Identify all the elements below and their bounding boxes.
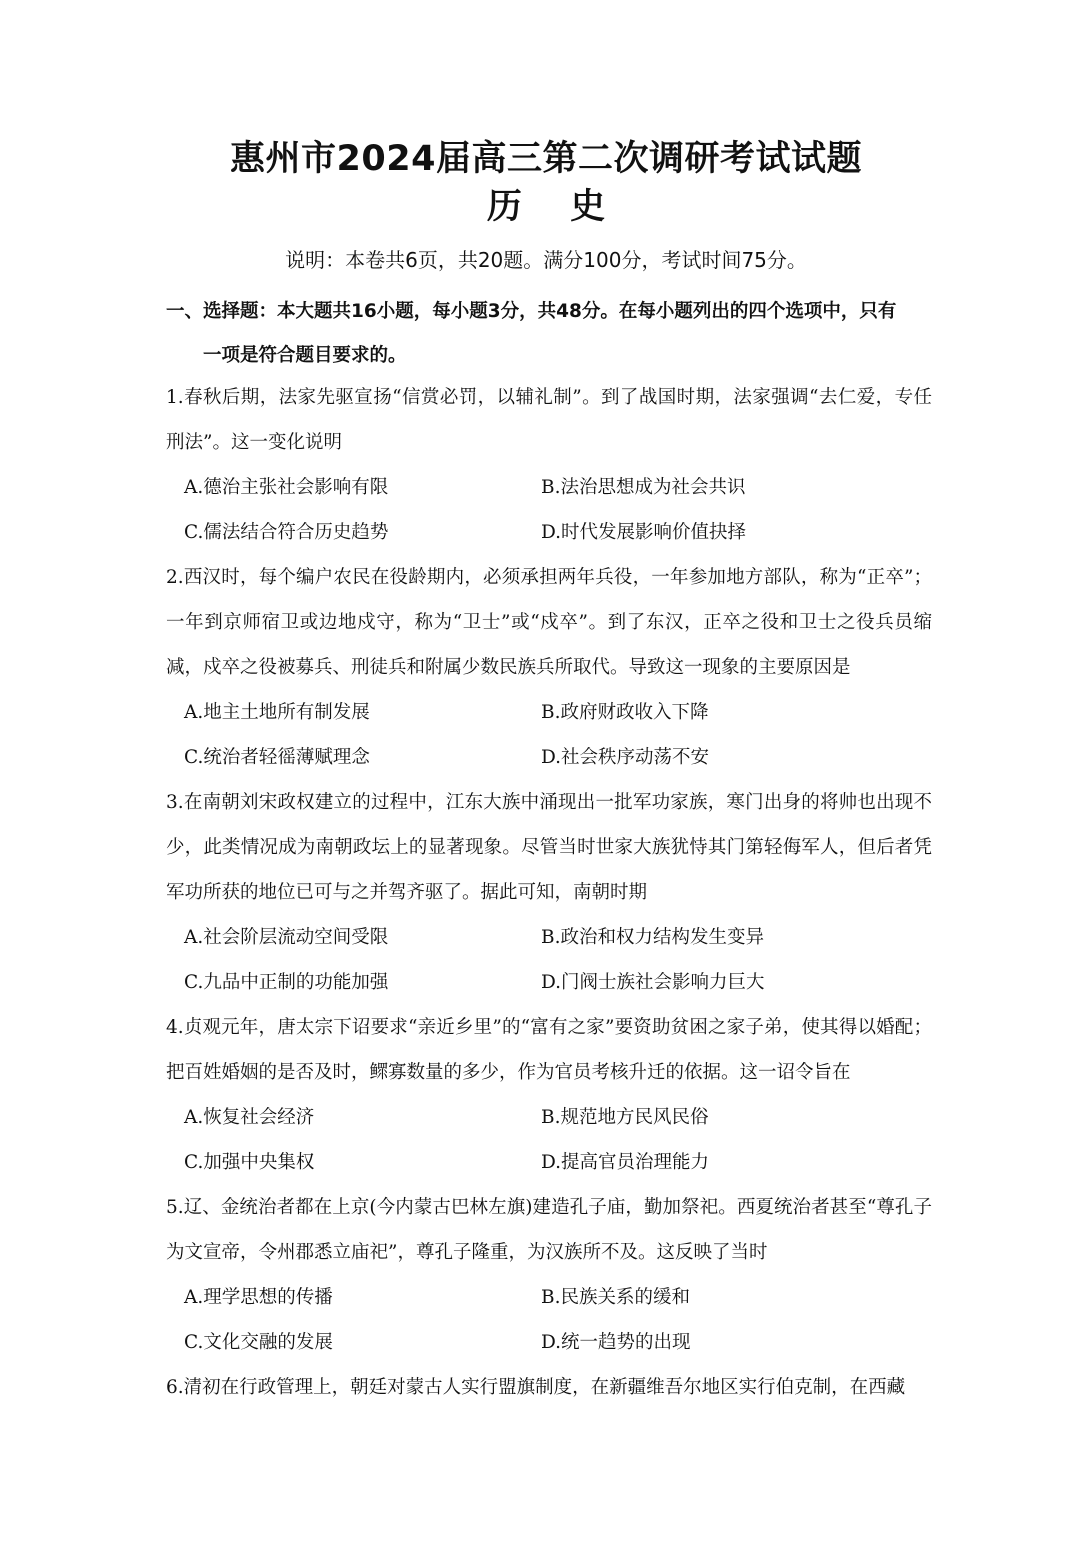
option-a: A.恢复社会经济 [184,1107,315,1128]
option-row [166,915,932,960]
question-stem: 4.贞观元年，唐太宗下诏要求“亲近乡里”的“富有之家”要资助贫困之家子弟，使其得以婚配；把百姓婚姻的是否及时，鳏寡数量的多少，作为官员考核升迁的依据。这一诏令旨在 [166,1017,932,1083]
question-stem: 2.西汉时，每个编户农民在役龄期内，必须承担两年兵役，一年参加地方部队，称为“正卒”；一年到京师宿卫或边地戍守，称为“卫士”或“戍卒”。到了东汉，正卒之役和卫士之役兵员缩减，戍卒之役被募兵、刑徒兵和附属少数民族兵所取代。导致这一现象的主要原因是 [166,567,932,678]
option-d: D.提高官员治理能力 [541,1152,710,1173]
question-4 [166,1005,932,1185]
option-b: B.政府财政收入下降 [541,702,709,723]
option-row [166,690,932,735]
option-c: C.文化交融的发展 [184,1332,333,1353]
option-c: C.儒法结合符合历史趋势 [184,522,389,543]
option-row [166,1140,932,1185]
option-row [166,465,932,510]
option-c: C.统治者轻徭薄赋理念 [184,747,370,768]
option-b: B.规范地方民风民俗 [541,1107,709,1128]
question-stem: 5.辽、金统治者都在上京(今内蒙古巴林左旗)建造孔子庙，勤加祭祀。西夏统治者甚至“尊孔子为文宣帝，令州郡悉立庙祀”，尊孔子隆重，为汉族所不及。这反映了当时 [166,1197,932,1263]
question-list [166,375,932,1410]
question-stem: 3.在南朝刘宋政权建立的过程中，江东大族中涌现出一批军功家族，寒门出身的将帅也出现不少，此类情况成为南朝政坛上的显著现象。尽管当时世家大族犹恃其门第轻侮军人，但后者凭军功所获的地位已可与之并驾齐驱了。据此可知，南朝时期 [166,792,932,903]
option-a: A.社会阶层流动空间受限 [184,927,389,948]
option-a: A.地主土地所有制发展 [184,702,370,723]
option-d: D.时代发展影响价值抉择 [541,522,747,543]
question-stem: 6.清初在行政管理上，朝廷对蒙古人实行盟旗制度，在新疆维吾尔地区实行伯克制，在西藏 [166,1377,906,1398]
option-b: B.法治思想成为社会共识 [541,477,746,498]
option-b: B.民族关系的缓和 [541,1287,690,1308]
question-1 [166,375,932,555]
section-heading-line2: 一项是符合题目要求的。 [203,345,407,366]
option-row [166,510,932,555]
exam-title: 惠州市2024届高三第二次调研考试试题 [230,139,862,179]
option-d: D.社会秩序动荡不安 [541,747,710,768]
option-d: D.门阀士族社会影响力巨大 [541,972,765,993]
option-row [166,1275,932,1320]
section-heading-line1: 一、选择题：本大题共16小题，每小题3分，共48分。在每小题列出的四个选项中，只有 [166,301,897,322]
option-row [166,1095,932,1140]
question-5 [166,1185,932,1365]
section-heading [166,290,932,378]
option-a: A.理学思想的传播 [184,1287,333,1308]
question-6 [166,1365,932,1410]
option-c: C.九品中正制的功能加强 [184,972,389,993]
option-a: A.德治主张社会影响有限 [184,477,389,498]
option-row [166,735,932,780]
option-row [166,1320,932,1365]
exam-instructions: 说明：本卷共6页，共20题。满分100分，考试时间75分。 [285,248,807,272]
option-c: C.加强中央集权 [184,1152,315,1173]
option-row [166,960,932,1005]
question-3 [166,780,932,1005]
subject-title: 历 史 [486,187,624,227]
option-b: B.政治和权力结构发生变异 [541,927,764,948]
option-d: D.统一趋势的出现 [541,1332,691,1353]
question-stem: 1.春秋后期，法家先驱宣扬“信赏必罚，以辅礼制”。到了战国时期，法家强调“去仁爱，专任刑法”。这一变化说明 [166,387,932,453]
question-2 [166,555,932,780]
